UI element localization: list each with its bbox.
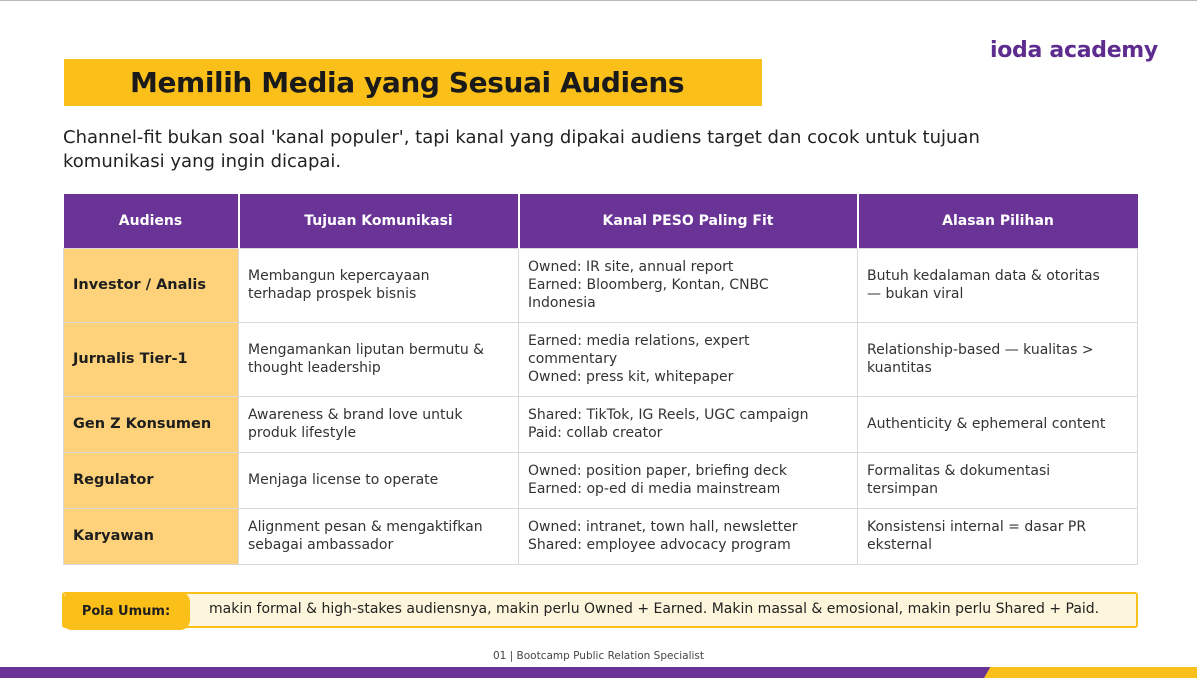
cell-line: Relationship-based — kualitas > [867,342,1094,358]
kanal-cell [519,396,858,452]
cell-line: Formalitas & dokumentasi [867,463,1051,479]
tujuan-cell [239,452,519,508]
pola-umum-text: makin formal & high-stakes audiensnya, makin perlu Owned + Earned. Makin massal & emosional, makin perlu Shared + Paid. [209,601,1100,617]
tujuan-cell [239,508,519,564]
table-header-row [64,194,1138,248]
header-audiens: Audiens [64,194,239,248]
audiens-cell: Gen Z Konsumen [64,396,239,452]
cell-line: Paid: collab creator [528,425,663,441]
audiens-cell: Regulator [64,452,239,508]
slide-title: Memilih Media yang Sesuai Audiens [130,66,685,99]
cell-line: Alignment pesan & mengaktifkan [248,519,483,535]
cell-line: Owned: position paper, briefing deck [528,463,788,479]
cell-line: Awareness & brand love untuk [248,407,463,423]
bottom-purple-band [0,667,990,678]
slide-subtitle: Channel-fit bukan soal 'kanal populer', tapi kanal yang dipakai audiens target dan cocok untuk tujuan komunikasi yang ingin dicapai. [63,127,980,172]
cell-line: Earned: media relations, expert [528,333,750,349]
cell-line: Shared: employee advocacy program [528,537,791,553]
cell-line: Owned: press kit, whitepaper [528,369,734,385]
cell-line: Membangun kepercayaan [248,268,430,284]
kanal-cell [519,322,858,396]
kanal-cell [519,508,858,564]
pola-umum-callout [62,592,1138,628]
table-row [64,248,1138,322]
cell-line: kuantitas [867,360,932,376]
cell-line: Menjaga license to operate [248,472,439,488]
kanal-cell [519,248,858,322]
bottom-yellow-band [984,667,1197,678]
alasan-cell [858,322,1138,396]
audiens-cell: Karyawan [64,508,239,564]
cell-line: Konsistensi internal = dasar PR [867,519,1087,535]
table-row [64,452,1138,508]
alasan-cell [858,396,1138,452]
cell-line: Indonesia [528,295,596,311]
header-alasan-pilihan: Alasan Pilihan [858,194,1138,248]
cell-line: Earned: Bloomberg, Kontan, CNBC [528,277,769,293]
cell-line: Earned: op-ed di media mainstream [528,481,781,497]
table-row [64,508,1138,564]
table-row [64,322,1138,396]
cell-line: Butuh kedalaman data & otoritas [867,268,1100,284]
ioda-academy-logo: ioda academy [990,38,1158,63]
cell-line: Shared: TikTok, IG Reels, UGC campaign [528,407,809,423]
tujuan-cell [239,248,519,322]
tujuan-cell [239,322,519,396]
cell-line: thought leadership [248,360,381,376]
cell-line: sebagai ambassador [248,537,394,553]
cell-line: produk lifestyle [248,425,357,441]
cell-line: Owned: IR site, annual report [528,259,734,275]
cell-line: eksternal [867,537,932,553]
cell-line: commentary [528,351,618,367]
cell-line: Mengamankan liputan bermutu & [248,342,485,358]
kanal-cell [519,452,858,508]
alasan-cell [858,508,1138,564]
peso-channel-table [63,194,1138,565]
cell-line: — bukan viral [867,286,964,302]
audiens-cell: Investor / Analis [64,248,239,322]
top-divider [0,0,1197,1]
tujuan-cell [239,396,519,452]
footer-text: 01 | Bootcamp Public Relation Specialist [492,650,704,662]
table-row [64,396,1138,452]
cell-line: Owned: intranet, town hall, newsletter [528,519,798,535]
header-tujuan-komunikasi: Tujuan Komunikasi [239,194,519,248]
pola-umum-label: Pola Umum: [62,592,190,630]
header-kanal-peso: Kanal PESO Paling Fit [519,194,858,248]
cell-line: terhadap prospek bisnis [248,286,417,302]
audiens-cell: Jurnalis Tier-1 [64,322,239,396]
cell-line: tersimpan [867,481,939,497]
alasan-cell [858,248,1138,322]
cell-line: Authenticity & ephemeral content [867,416,1106,432]
alasan-cell [858,452,1138,508]
